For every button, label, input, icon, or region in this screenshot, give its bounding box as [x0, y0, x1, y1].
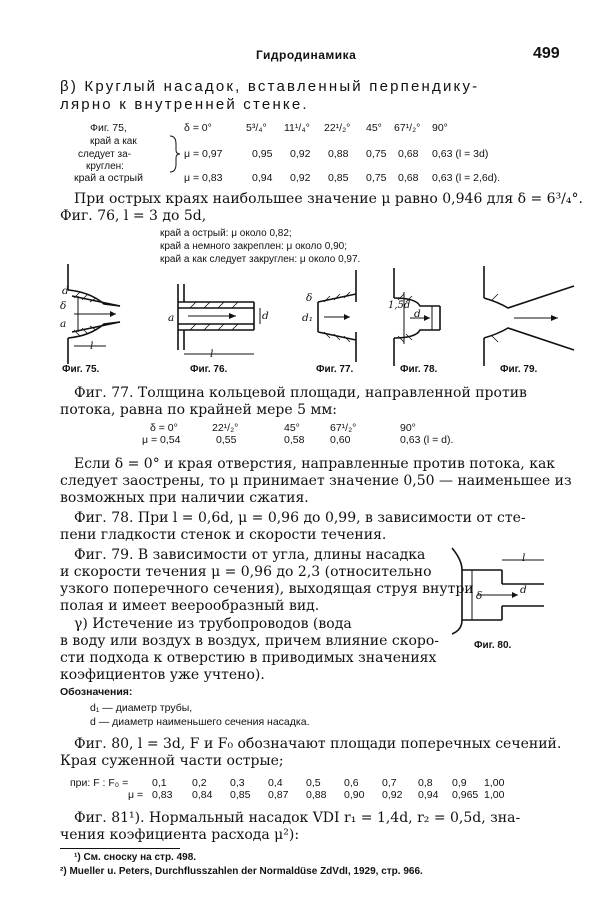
page-number: 499 — [533, 45, 560, 62]
table1-r6: 0,63 (l = 3d) — [432, 148, 489, 160]
table2-m2: 0,85 — [230, 789, 251, 801]
caption-fig79: Фиг. 79. — [500, 364, 538, 375]
caption-fig75: Фиг. 75. — [62, 364, 100, 375]
table2-m7: 0,94 — [418, 789, 439, 801]
table2-m6: 0,92 — [382, 789, 403, 801]
fig77-m3: 0,60 — [330, 434, 351, 446]
fig80-label-d: d — [520, 584, 527, 596]
caption-fig76: Фиг. 76. — [190, 364, 228, 375]
fig78-line1: Фиг. 78. При l = 0,6d, μ = 0,96 до 0,99, в зависимости от сте- — [74, 510, 526, 526]
fig75-label-a: a — [60, 318, 67, 330]
fig76-drawing — [178, 284, 260, 354]
para1-line1: При острых краях наибольшее значение μ равно 0,946 для δ = 6³/₄°. — [74, 191, 583, 207]
running-header: Гидродинамика — [256, 48, 357, 62]
fig77-m0: μ = 0,54 — [142, 434, 181, 446]
table1-s5: 0,68 — [398, 172, 419, 184]
table1-fig-label: Фиг. 75, — [90, 122, 127, 134]
table1-h5: 67¹/₂° — [394, 122, 421, 134]
notation-item2: d — диаметр наименьшего сечения насадка. — [90, 716, 310, 728]
table2-m5: 0,90 — [344, 789, 365, 801]
table2-m3: 0,87 — [268, 789, 289, 801]
fig75-label-delta: δ — [60, 300, 67, 312]
table2-f0: 0,1 — [152, 777, 167, 789]
fig77-label-delta: δ — [306, 292, 313, 304]
fig77-d2: 45° — [284, 422, 300, 434]
table2-f5: 0,6 — [344, 777, 359, 789]
table2-label: при: F : F₀ = — [70, 777, 129, 789]
table2-f3: 0,4 — [268, 777, 283, 789]
table2-f8: 0,9 — [452, 777, 467, 789]
notation-item1: d₁ — диаметр трубы, — [90, 702, 193, 714]
table2-f9: 1,00 — [484, 777, 505, 789]
section-gamma-line2: в воду или воздух в воздух, причем влияние скоро- — [60, 633, 440, 649]
fig75-label-d: d — [62, 285, 69, 297]
table1-brace-label2: следует за- — [78, 149, 131, 160]
table2-f1: 0,2 — [192, 777, 207, 789]
table1-r5: 0,68 — [398, 148, 419, 160]
table1-r2: 0,92 — [290, 148, 311, 160]
table1-s1: 0,94 — [252, 172, 273, 184]
section-beta-line2: лярно к внутренней стенке. — [60, 96, 309, 113]
footnote-2: ²) Mueller u. Peters, Durchflusszahlen der Normaldüse ZdVdI, 1929, стр. 966. — [60, 866, 423, 877]
table2-m4: 0,88 — [306, 789, 327, 801]
figures-row — [60, 262, 580, 370]
fig77-d4: 90° — [400, 422, 416, 434]
table2-f4: 0,5 — [306, 777, 321, 789]
fig81-line1: Фиг. 81¹). Нормальный насадок VDI r₁ = 1,4d, r₂ = 0,5d, зна- — [74, 810, 521, 826]
fig81-line2: чения коэфициента расхода μ²): — [60, 827, 300, 843]
fig77-m1: 0,55 — [216, 434, 237, 446]
fig77-d0: δ = 0° — [150, 422, 178, 434]
table2-f2: 0,3 — [230, 777, 245, 789]
table1-r3: 0,88 — [328, 148, 349, 160]
table2-m9: 1,00 — [484, 789, 505, 801]
fig80-label-delta: δ — [476, 590, 483, 602]
fig77-label-d1: d₁ — [302, 312, 313, 324]
fig77-m4: 0,63 (l = d). — [400, 434, 454, 446]
fig80-text-line1: Фиг. 80, l = 3d, F и F₀ обозначают площади поперечных сечений. — [74, 736, 562, 752]
footnote-rule — [60, 848, 180, 849]
fig79-line2: и скорости течения μ = 0,96 до 2,3 (относительно — [60, 564, 432, 580]
fig76-note3: край a как следует закруглен: μ около 0,97. — [160, 254, 361, 265]
table2-f6: 0,7 — [382, 777, 397, 789]
table1-s6: 0,63 (l = 2,6d). — [432, 172, 500, 184]
fig77-d3: 67¹/₂° — [330, 422, 357, 434]
table2-m8: 0,965 — [452, 789, 479, 801]
table1-mu-sharp: μ = 0,83 — [184, 172, 223, 184]
table1-s2: 0,92 — [290, 172, 311, 184]
table2-m0: 0,83 — [152, 789, 173, 801]
para2-line3: возможных при наличии сжатия. — [60, 490, 309, 506]
table1-mu-rounded: μ = 0,97 — [184, 148, 223, 160]
table1-s3: 0,85 — [328, 172, 349, 184]
para1-line2: Фиг. 76, l = 3 до 5d, — [60, 208, 207, 224]
notation-title: Обозначения: — [60, 686, 133, 698]
footnote-1: ¹) См. сноску на стр. 498. — [74, 852, 197, 863]
table2-mu-label: μ = — [128, 789, 144, 801]
table1-r4: 0,75 — [366, 148, 387, 160]
fig79-drawing — [484, 266, 574, 366]
fig80-drawing — [448, 540, 548, 636]
table2-m1: 0,84 — [192, 789, 213, 801]
table1-h6: 90° — [432, 122, 448, 134]
fig78-line2: пени гладкости стенок и скорости течения. — [60, 527, 387, 543]
table1-sharp-label: край a острый — [74, 172, 143, 184]
table1-h1: 5³/₄° — [246, 122, 267, 134]
para2-line1: Если δ = 0° и края отверстия, направленные против потока, как — [74, 456, 556, 472]
fig78-label-d: d — [414, 308, 421, 320]
fig77-d1: 22¹/₂° — [212, 422, 239, 434]
fig77-line2: потока, равна по крайней мере 5 мм: — [60, 402, 337, 418]
fig75-label-l: l — [90, 340, 94, 352]
fig80-text-line2: Края суженной части острые; — [60, 753, 284, 769]
fig75-drawing — [68, 264, 120, 364]
fig80-label-l: l — [522, 552, 526, 564]
fig79-line1: Фиг. 79. В зависимости от угла, длины насадка — [74, 547, 426, 563]
fig77-m2: 0,58 — [284, 434, 305, 446]
table1-brace-label1: край a как — [90, 136, 137, 147]
table1-brace-label3: круглен: — [86, 161, 124, 172]
section-gamma-line3: сти подхода к отверстию в приводимых значениях — [60, 650, 437, 666]
table1-delta0: δ = 0° — [184, 122, 212, 134]
caption-fig78: Фиг. 78. — [400, 364, 438, 375]
table2-f7: 0,8 — [418, 777, 433, 789]
fig77-line1: Фиг. 77. Толщина кольцевой площади, направленной против — [74, 385, 527, 401]
table1-brace — [168, 134, 182, 174]
fig76-label-a: a — [168, 312, 175, 324]
table1-h2: 11¹/₄° — [284, 122, 310, 134]
section-gamma-line4: коэфициентов уже учтено). — [60, 667, 265, 683]
fig77-drawing — [318, 270, 356, 362]
section-gamma-line1: γ) Истечение из трубопроводов (вода — [74, 616, 352, 632]
fig79-line3: узкого поперечного сечения), выходящая струя внутри — [60, 581, 474, 597]
para2-line2: следует заострены, то μ принимает значение 0,50 — наименьшее из — [60, 473, 572, 489]
fig78-label-dim: 1,5d — [388, 300, 411, 311]
section-beta-line1: β) Круглый насадок, вставленный перпендику- — [60, 78, 480, 95]
table1-h4: 45° — [366, 122, 382, 134]
caption-fig80: Фиг. 80. — [474, 640, 512, 651]
table1-h3: 22¹/₂° — [324, 122, 351, 134]
table1-r1: 0,95 — [252, 148, 273, 160]
fig76-label-l: l — [210, 348, 214, 360]
table1-s4: 0,75 — [366, 172, 387, 184]
fig76-note2: край a немного закреплен: μ около 0,90; — [160, 241, 348, 252]
fig76-label-d: d — [262, 310, 269, 322]
caption-fig77: Фиг. 77. — [316, 364, 354, 375]
fig76-note1: край a острый: μ около 0,82; — [160, 228, 292, 239]
fig79-line4: полая и имеет веерообразный вид. — [60, 598, 320, 614]
